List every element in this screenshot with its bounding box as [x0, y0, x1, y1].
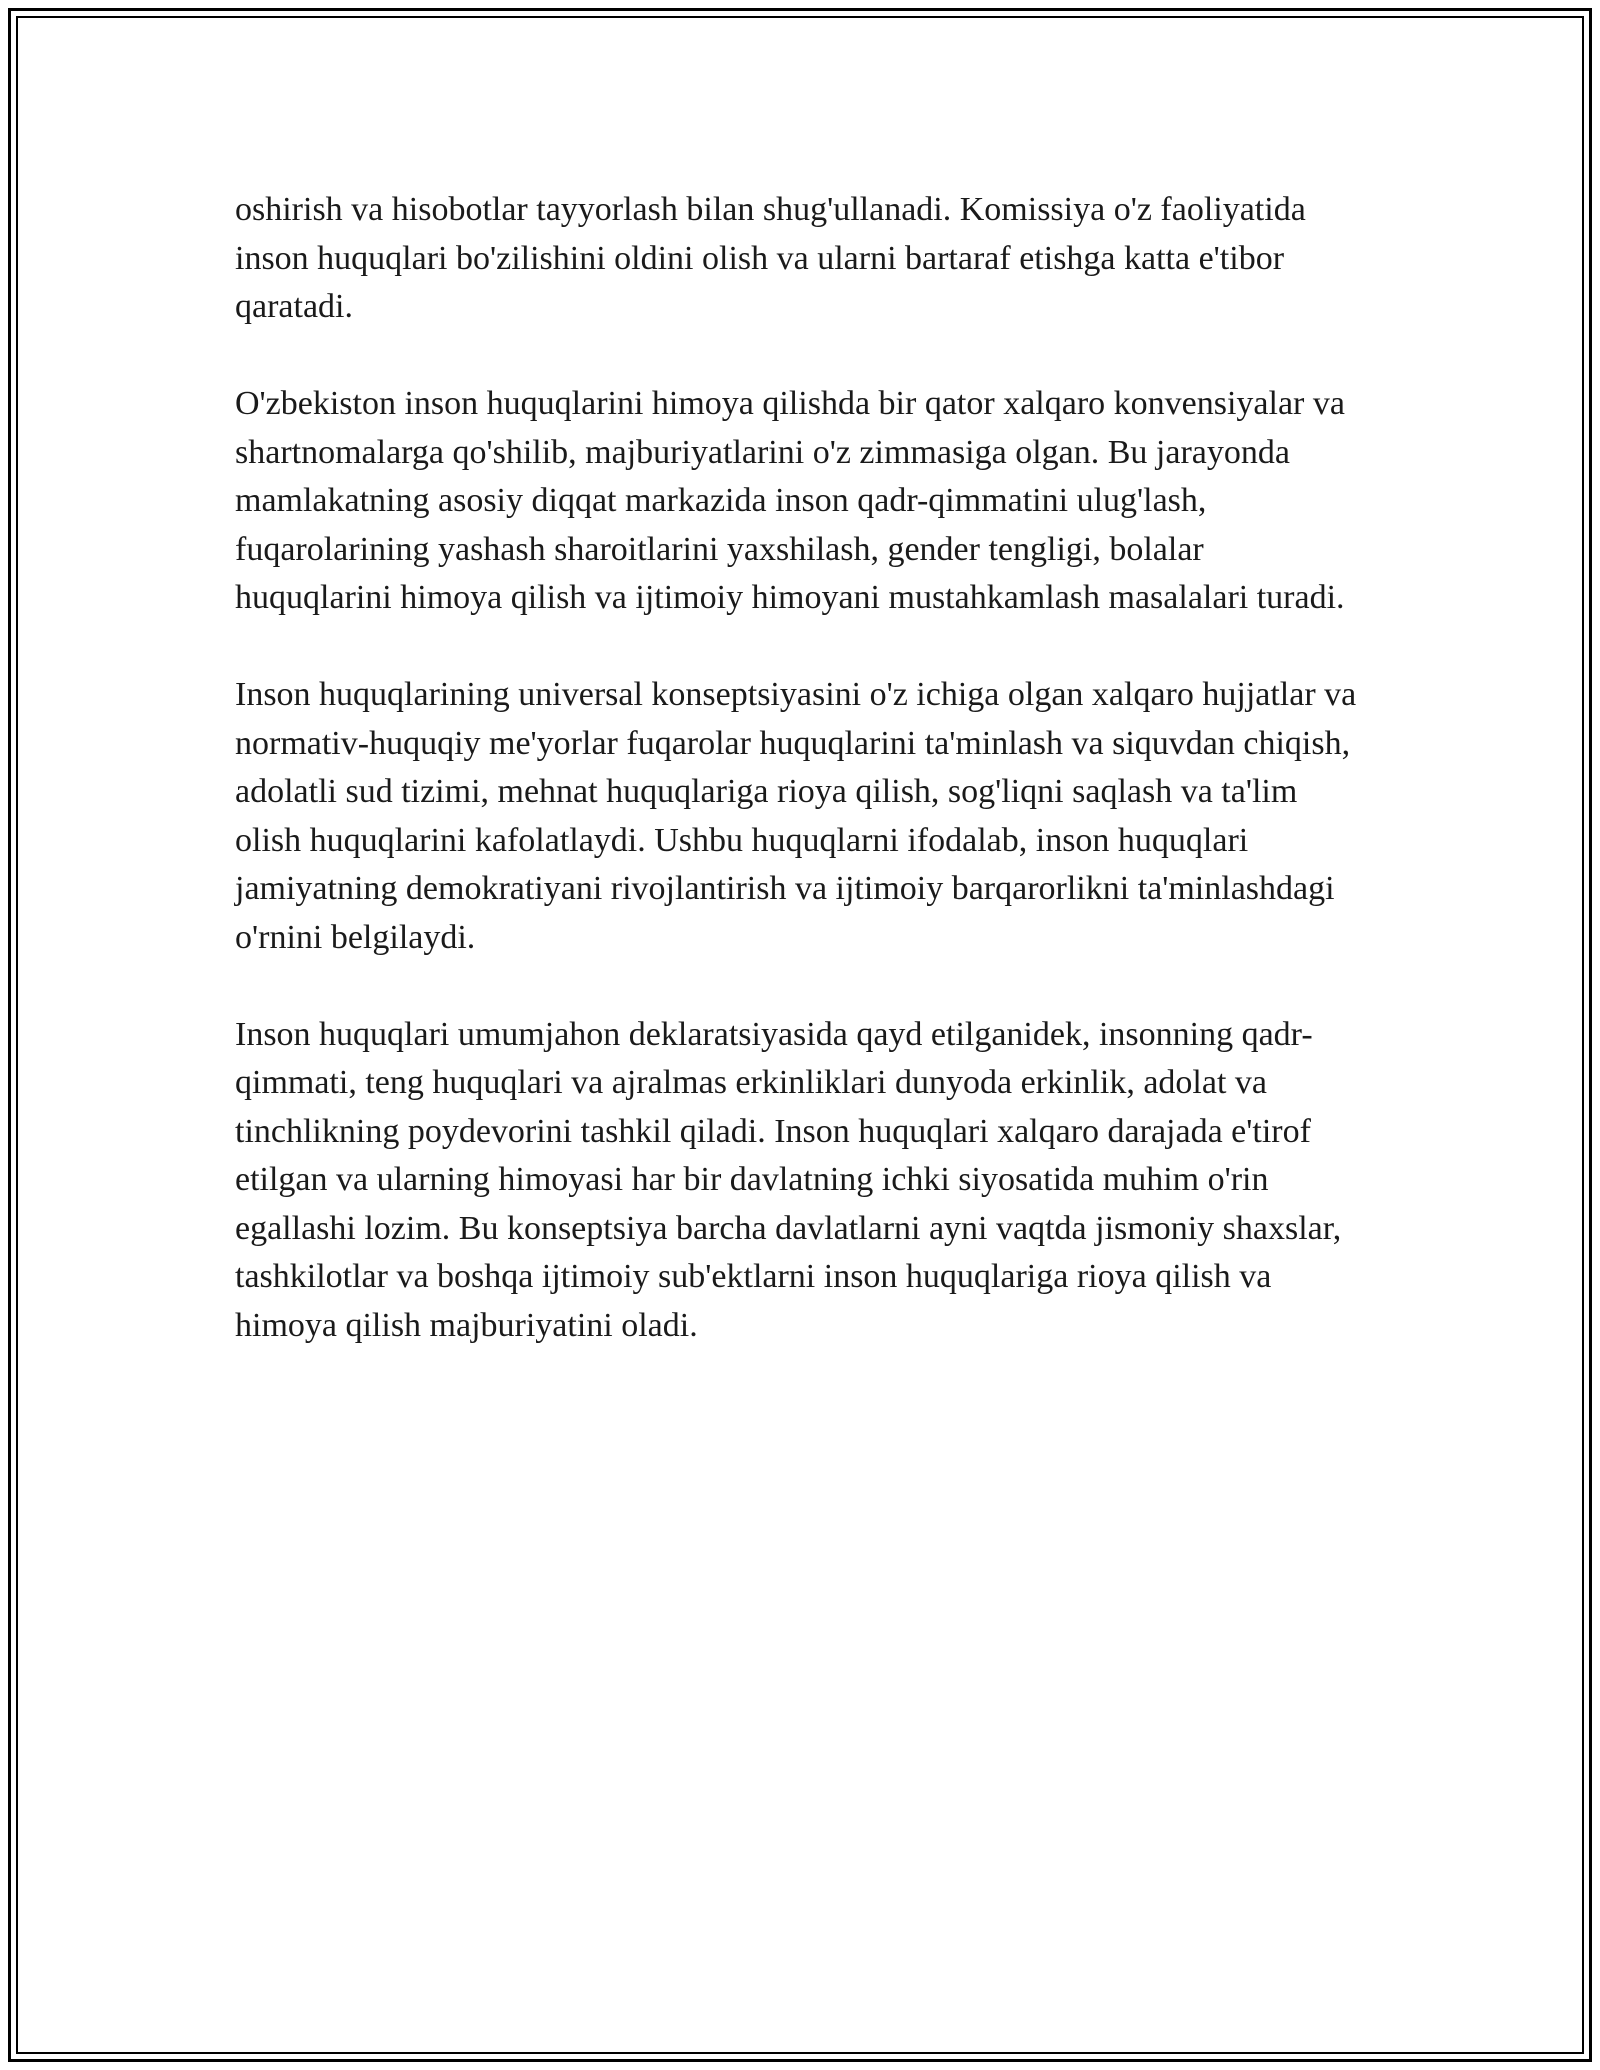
document-body: [235, 186, 1365, 1399]
paragraph-2: O'zbekiston inson huquqlarini himoya qilishda bir qator xalqaro konvensiyalar va shartnomalarga qo'shilib, majburiyatlarini o'z zimmasiga olgan. Bu jarayonda mamlakatning asosiy diqqat markazida inson qadr-qimmatini ulug'lash, fuqarolarining yashash sharoitlarini yaxshilash, gender tengligi, bolalar huquqlarini himoya qilish va ijtimoiy himoyani mustahkamlash masalalari turadi.: [235, 385, 1345, 616]
paragraph-4: Inson huquqlari umumjahon deklaratsiyasida qayd etilganidek, insonning qadr-qimmati, teng huquqlari va ajralmas erkinliklari dunyoda erkinlik, adolat va tinchlikning poydevorini tashkil qiladi. Inson huquqlari xalqaro darajada e'tirof etilgan va ularning himoyasi har bir davlatning ichki siyosatida muhim o'rin egallashi lozim. Bu konseptsiya barcha davlatlarni ayni vaqtda jismoniy shaxslar, tashkilotlar va boshqa ijtimoiy sub'ektlarni inson huquqlariga rioya qilish va himoya qilish majburiyatini oladi.: [235, 1015, 1342, 1344]
paragraph-3: Inson huquqlarining universal konseptsiyasini o'z ichiga olgan xalqaro hujjatlar va normativ-huquqiy me'yorlar fuqarolar huquqlarini ta'minlash va siquvdan chiqish, adolatli sud tizimi, mehnat huquqlariga rioya qilish, sog'liqni saqlash va ta'lim olish huquqlarini kafolatlaydi. Ushbu huquqlarni ifodalab, inson huquqlari jamiyatning demokratiyani rivojlantirish va ijtimoiy barqarorlikni ta'minlashdagi o'rnini belgilaydi.: [235, 676, 1357, 956]
paragraph-1: oshirish va hisobotlar tayyorlash bilan shug'ullanadi. Komissiya o'z faoliyatida inson huquqlari bo'zilishini oldini olish va ularni bartaraf etishga katta e'tibor qaratadi.: [235, 191, 1306, 325]
